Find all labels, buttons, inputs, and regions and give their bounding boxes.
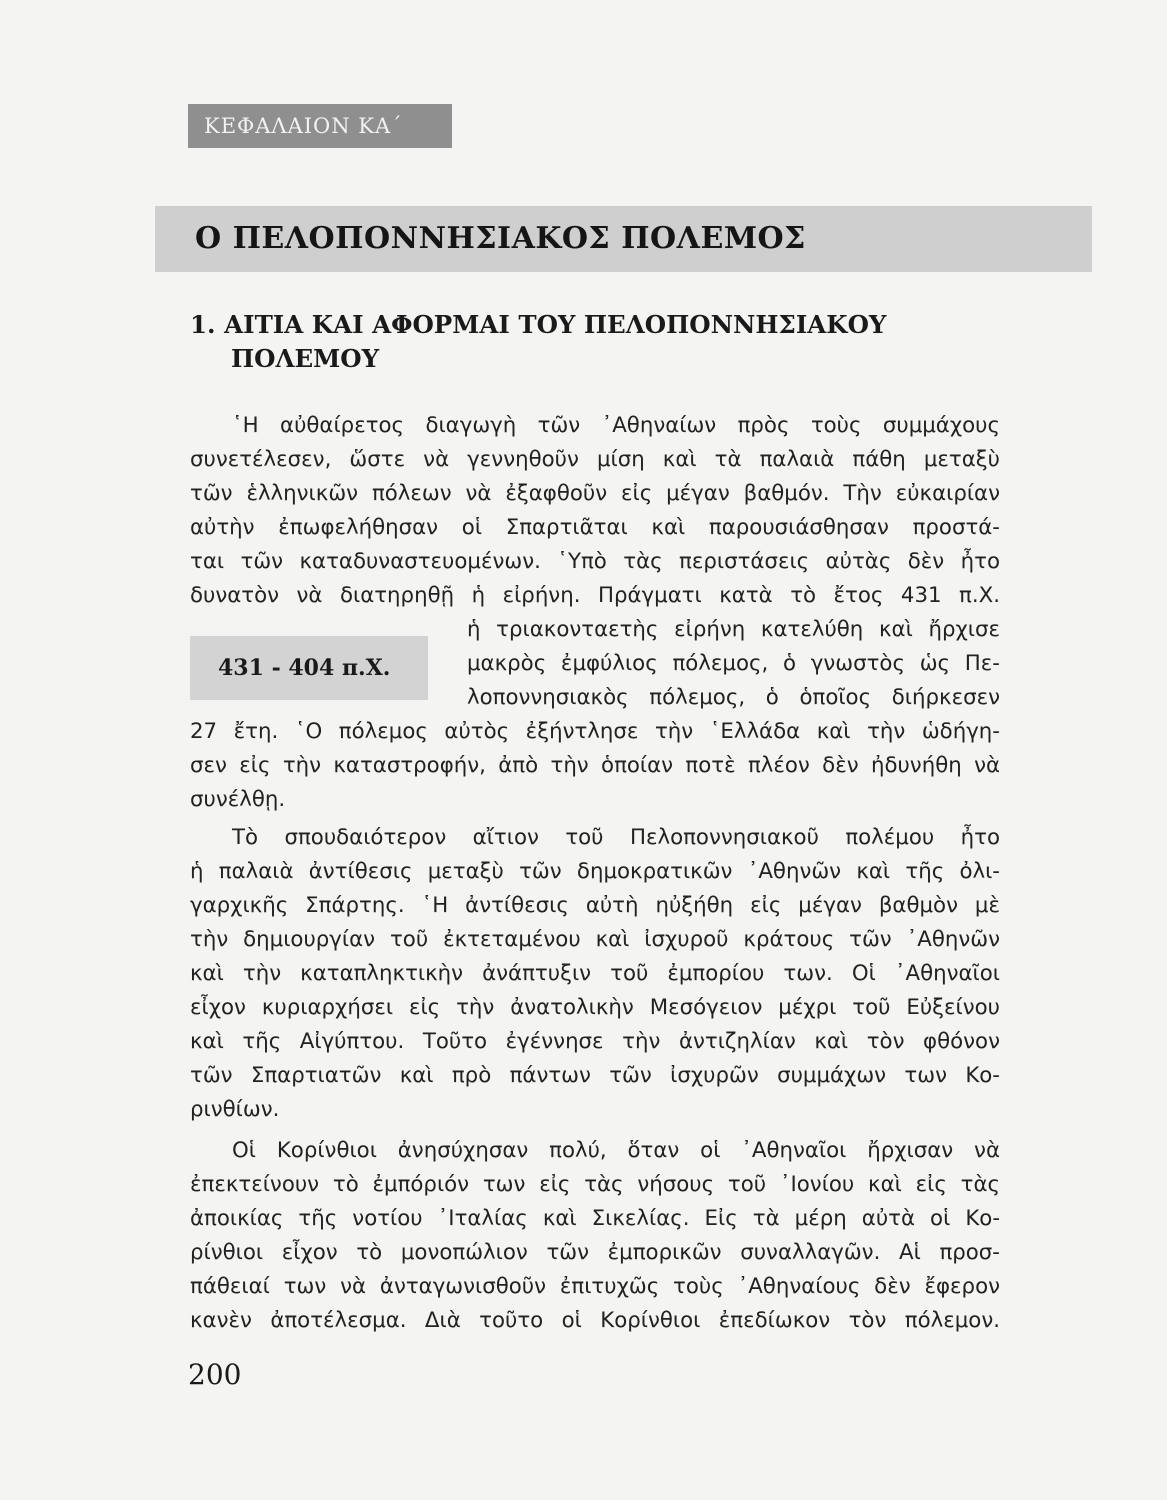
- text-line: ῾Η αὐθαίρετος διαγωγὴ τῶν ᾿Αθηναίων πρὸς τοὺς συμμάχους: [232, 413, 1000, 438]
- section-heading-line1: 1. ΑΙΤΙΑ ΚΑΙ ΑΦΟΡΜΑΙ ΤΟΥ ΠΕΛΟΠΟΝΝΗΣΙΑΚΟΥ: [190, 310, 887, 339]
- section-heading-line2: ΠΟΛΕΜΟΥ: [231, 344, 380, 373]
- text-line: κανὲν ἀποτέλεσμα. Διὰ τοῦτο οἱ Κορίνθιοι ἐπεδίωκον τὸν πόλεμον.: [190, 1308, 1000, 1333]
- text-line: πάθειαί των νὰ ἀνταγωνισθοῦν ἐπιτυχῶς τοὺς ᾿Αθηναίους δὲν ἔφερον: [190, 1274, 1000, 1299]
- text-line: γαρχικῆς Σπάρτης. ῾Η ἀντίθεσις αὐτὴ ηὐξήθη εἰς μέγαν βαθμὸν μὲ: [190, 893, 1000, 918]
- text-line: συνέλθῃ.: [190, 787, 286, 812]
- text-line: ρίνθιοι εἶχον τὸ μονοπώλιον τῶν ἐμπορικῶν συναλλαγῶν. Αἱ προσ-: [190, 1240, 1000, 1265]
- date-side-note-text: 431 - 404 π.Χ.: [218, 655, 391, 681]
- chapter-label-text: ΚΕΦΑΛΑΙΟΝ ΚΑ΄: [204, 114, 403, 138]
- text-line: αὐτὴν ἐπωφελήθησαν οἱ Σπαρτιᾶται καὶ παρουσιάσθησαν προστά-: [190, 515, 1000, 540]
- text-line: 27 ἔτη. ῾Ο πόλεμος αὐτὸς ἐξήντλησε τὴν ῾Ελλάδα καὶ τὴν ὡδήγη-: [190, 719, 1000, 744]
- text-line: τὴν δημιουργίαν τοῦ ἐκτεταμένου καὶ ἰσχυροῦ κράτους τῶν ᾿Αθηνῶν: [190, 927, 1000, 952]
- section-heading: [190, 308, 990, 376]
- text-line: τῶν Σπαρτιατῶν καὶ πρὸ πάντων τῶν ἰσχυρῶν συμμάχων των Κο-: [190, 1063, 1000, 1088]
- text-line: καὶ τὴν καταπληκτικὴν ἀνάπτυξιν τοῦ ἐμπορίου των. Οἱ ᾿Αθηναῖοι: [190, 961, 1000, 986]
- text-line: Τὸ σπουδαιότερον αἴτιον τοῦ Πελοποννησιακοῦ πολέμου ἦτο: [232, 825, 1000, 850]
- text-line: τῶν ἑλληνικῶν πόλεων νὰ ἐξαφθοῦν εἰς μέγαν βαθμόν. Τὴν εὐκαιρίαν: [190, 481, 1000, 506]
- text-line: δυνατὸν νὰ διατηρηθῇ ἡ εἰρήνη. Πράγματι κατὰ τὸ ἔτος 431 π.Χ.: [190, 583, 1000, 608]
- text-line: μακρὸς ἐμφύλιος πόλεμος, ὁ γνωστὸς ὡς Πε-: [467, 651, 1000, 676]
- page-number: 200: [188, 1358, 242, 1391]
- text-line: ἡ παλαιὰ ἀντίθεσις μεταξὺ τῶν δημοκρατικῶν ᾿Αθηνῶν καὶ τῆς ὀλι-: [190, 859, 1000, 884]
- chapter-title-band: [155, 206, 1092, 272]
- text-line: συνετέλεσεν, ὥστε νὰ γεννηθοῦν μίση καὶ τὰ παλαιὰ πάθη μεταξὺ: [190, 447, 1000, 472]
- text-line: ἐπεκτείνουν τὸ ἐμπόριόν των εἰς τὰς νήσους τοῦ ᾿Ιονίου καὶ εἰς τὰς: [190, 1172, 1000, 1197]
- chapter-label: [188, 104, 452, 148]
- text-line: ἀποικίας τῆς νοτίου ᾿Ιταλίας καὶ Σικελίας. Εἰς τὰ μέρη αὐτὰ οἱ Κο-: [190, 1206, 1000, 1231]
- date-side-note: [190, 636, 428, 700]
- text-line: Οἱ Κορίνθιοι ἀνησύχησαν πολύ, ὅταν οἱ ᾿Αθηναῖοι ἤρχισαν νὰ: [232, 1138, 1000, 1163]
- text-line: εἶχον κυριαρχήσει εἰς τὴν ἀνατολικὴν Μεσόγειον μέχρι τοῦ Εὐξείνου: [190, 995, 1000, 1020]
- chapter-title: Ο ΠΕΛΟΠΟΝΝΗΣΙΑΚΟΣ ΠΟΛΕΜΟΣ: [195, 221, 806, 256]
- text-line: ρινθίων.: [190, 1097, 280, 1122]
- text-line: ται τῶν καταδυναστευομένων. ῾Υπὸ τὰς περιστάσεις αὐτὰς δὲν ἦτο: [190, 549, 1000, 574]
- text-line: σεν εἰς τὴν καταστροφήν, ἀπὸ τὴν ὁποίαν ποτὲ πλέον δὲν ἠδυνήθη νὰ: [190, 753, 1000, 778]
- text-line: λοποννησιακὸς πόλεμος, ὁ ὁποῖος διήρκεσεν: [467, 685, 1000, 710]
- text-line: καὶ τῆς Αἰγύπτου. Τοῦτο ἐγέννησε τὴν ἀντιζηλίαν καὶ τὸν φθόνον: [190, 1029, 1000, 1054]
- text-line: ἡ τριακονταετὴς εἰρήνη κατελύθη καὶ ἤρχισε: [467, 617, 1000, 642]
